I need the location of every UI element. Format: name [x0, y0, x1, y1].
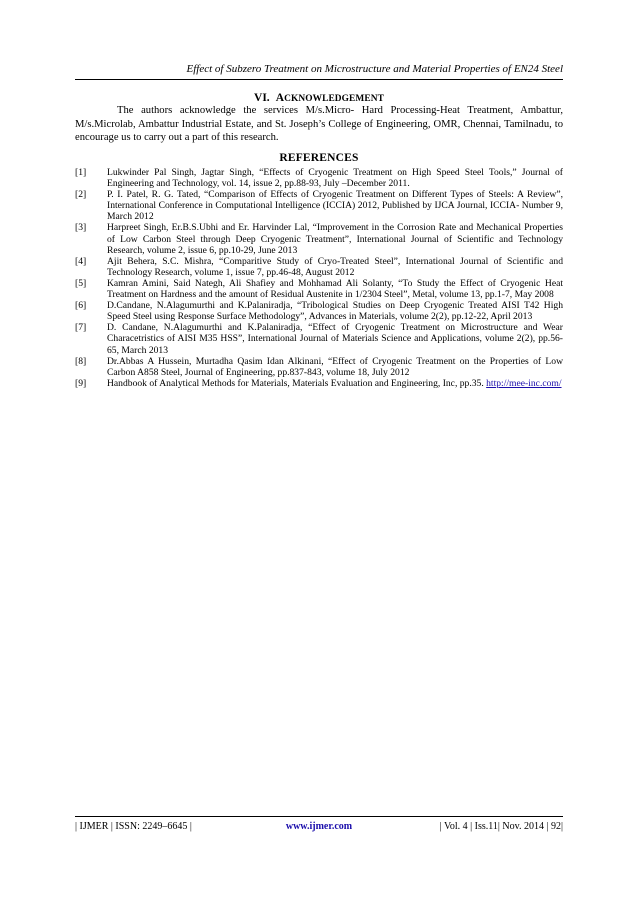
reference-text: P. I. Patel, R. G. Tated, “Comparison of Effects of Cryogenic Treatment on Different Types of Steels: A Review”, International Conference in Computational Intelligence (ICCIA) 2012, Published by IJCA Journal, ICCIA- Number 9, March 2012	[107, 189, 563, 223]
section-number: VI.	[254, 92, 270, 104]
reference-item	[75, 300, 563, 322]
reference-number: [4]	[75, 255, 87, 267]
reference-number: [7]	[75, 322, 87, 334]
references-heading: REFERENCES	[279, 152, 359, 164]
reference-item	[75, 322, 563, 355]
footer-website: www.ijmer.com	[285, 821, 353, 832]
section-title-rest: CKNOWLEDGEMENT	[284, 94, 384, 104]
reference-item	[75, 378, 563, 389]
footer-volume-info: | Vol. 4 | Iss.11| Nov. 2014 | 92|	[439, 821, 563, 832]
reference-item	[75, 222, 563, 255]
reference-text: Handbook of Analytical Methods for Materials, Materials Evaluation and Engineering, Inc, pp.35.	[107, 377, 487, 389]
reference-text: D.Candane, N.Alagumurthi and K.Palaniradja, “Tribological Studies on Deep Cryogenic Treated AISI T42 High Speed Steel using Response Surface Methodology”, Advances in Materials, volume 2(2), pp.12-22, April 2013	[107, 300, 563, 323]
reference-item	[75, 167, 563, 189]
header-rule	[75, 79, 563, 80]
reference-text: Ajit Behera, S.C. Mishra, “Comparitive Study of Cryo-Treated Steel”, International Journal of Scientific and Technology Research, volume 1, issue 7, pp.46-48, August 2012	[107, 255, 563, 278]
reference-link[interactable]: http://mee-inc.com/	[486, 377, 562, 389]
reference-number: [5]	[75, 277, 87, 289]
reference-number: [2]	[75, 189, 87, 201]
footer-journal-info: | IJMER | ISSN: 2249–6645 |	[75, 821, 192, 832]
reference-text: Lukwinder Pal Singh, Jagtar Singh, “Effects of Cryogenic Treatment on High Speed Steel Tools,” Journal of Engineering and Technology, vol. 14, issue 2, pp.88-93, July –December 2011.	[107, 167, 563, 190]
reference-item	[75, 256, 563, 278]
reference-number: [6]	[75, 300, 87, 312]
reference-text: D. Candane, N.Alagumurthi and K.Palaniradja, “Effect of Cryogenic Treatment on Microstructure and Wear Characetristics of AISI M35 HSS”, International Journal of Materials Science and Applications, volume 2(2), pp.56-65, March 2013	[107, 322, 563, 356]
section-title-initial: A	[275, 92, 285, 104]
reference-number: [8]	[75, 355, 87, 367]
reference-item	[75, 278, 563, 300]
running-header: Effect of Subzero Treatment on Microstructure and Material Properties of EN24 Steel	[186, 63, 563, 75]
reference-text: Dr.Abbas A Hussein, Murtadha Qasim Idan Alkinani, “Effect of Cryogenic Treatment on the Properties of Low Carbon A858 Steel, Journal of Engineering, pp.837-843, volume 18, July 2012	[107, 355, 563, 378]
reference-number: [9]	[75, 377, 87, 389]
reference-text: Harpreet Singh, Er.B.S.Ubhi and Er. Harvinder Lal, “Improvement in the Corrosion Rate and Mechanical Properties of Low Carbon Steel through Deep Cryogenic Treatment”, International Journal of Scientific and Technology Research, volume 2, issue 6, pp.10-29, June 2013	[107, 222, 563, 256]
reference-text: Kamran Amini, Said Nategh, Ali Shafiey and Mohhamad Ali Solanty, “To Study the Effect of Cryogenic Heat Treatment on Hardness and the amount of Residual Austenite in 1/2304 Steel”, Metal, volume 13, pp.1-7, May 2008	[107, 277, 563, 301]
reference-number: [3]	[75, 222, 87, 234]
page-footer	[75, 821, 563, 833]
reference-number: [1]	[75, 167, 87, 178]
reference-item	[75, 189, 563, 222]
acknowledgement-body: The authors acknowledge the services M/s.Micro- Hard Processing-Heat Treatment, Ambattur, M/s.Microlab, Ambattur Industrial Estate, and St. Joseph’s College of Engineering, OMR, Chennai, Tamilnadu, to encourage us to carry out a part of this research.	[75, 105, 563, 144]
footer-rule	[75, 816, 563, 817]
reference-item	[75, 356, 563, 378]
section-title	[276, 94, 384, 104]
reference-list	[75, 167, 563, 389]
